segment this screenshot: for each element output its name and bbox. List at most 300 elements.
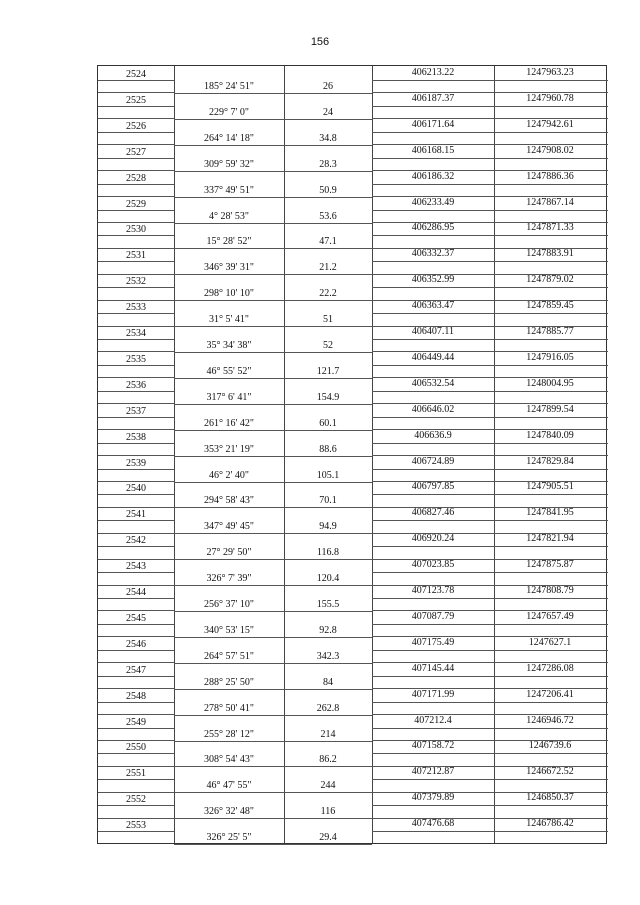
row-divider <box>372 196 608 197</box>
row-divider <box>98 300 174 301</box>
row-divider <box>174 507 372 508</box>
segment-distance: 22.2 <box>319 288 337 300</box>
y-coordinate: 1247841.95 <box>526 507 574 519</box>
row-divider <box>372 274 608 275</box>
segment-distance: 88.6 <box>319 443 337 455</box>
bearing-angle: 35° 34' 38" <box>206 340 252 351</box>
row-divider <box>372 636 608 637</box>
segment-distance: 60.1 <box>319 417 337 429</box>
row-divider <box>372 443 608 444</box>
row-divider <box>98 455 174 456</box>
segment-distance: 51 <box>323 314 333 326</box>
point-id: 2535 <box>126 353 146 365</box>
row-divider <box>98 598 174 599</box>
x-coordinate: 406168.15 <box>411 144 455 156</box>
segment-distance: 84 <box>323 676 333 688</box>
point-id: 2544 <box>126 587 146 598</box>
row-divider <box>98 507 174 508</box>
row-divider <box>98 222 174 223</box>
x-coordinate: 406827.46 <box>411 507 455 519</box>
row-divider <box>98 624 174 625</box>
row-divider <box>372 377 608 378</box>
row-divider <box>98 274 174 275</box>
row-divider <box>98 559 174 560</box>
row-divider <box>174 145 372 146</box>
row-divider <box>174 456 372 457</box>
x-coordinate: 406332.37 <box>411 248 455 260</box>
x-coordinate: 406233.49 <box>411 196 455 208</box>
point-id: 2552 <box>126 794 146 806</box>
row-divider <box>372 624 608 625</box>
point-id: 2531 <box>126 250 146 262</box>
row-divider <box>372 546 608 547</box>
point-id: 2550 <box>126 742 146 754</box>
row-divider <box>98 326 174 327</box>
y-coordinate: 1248004.95 <box>526 377 574 389</box>
x-coordinate: 407087.79 <box>411 610 455 622</box>
x-coordinate: 407476.68 <box>411 818 455 830</box>
row-divider <box>98 533 174 534</box>
y-coordinate: 1247829.84 <box>526 455 574 467</box>
bearing-angle: 46° 2' 40" <box>209 469 249 481</box>
row-divider <box>372 210 608 211</box>
x-coordinate: 407212.4 <box>414 714 452 726</box>
y-coordinate: 1247627.1 <box>528 636 572 648</box>
row-divider <box>98 261 174 262</box>
row-divider <box>372 559 608 560</box>
bearing-angle: 15° 28' 52" <box>206 236 252 248</box>
row-divider <box>372 818 608 819</box>
row-divider <box>372 572 608 573</box>
row-divider <box>98 170 174 171</box>
point-id: 2547 <box>126 664 146 676</box>
y-coordinate: 1247905.51 <box>526 481 574 493</box>
segment-distance: 53.6 <box>319 210 337 222</box>
y-coordinate: 1247875.87 <box>526 559 574 571</box>
x-coordinate: 406407.11 <box>411 326 455 337</box>
x-coordinate: 407158.72 <box>411 740 455 752</box>
row-divider <box>372 662 608 663</box>
row-divider <box>372 92 608 93</box>
row-divider <box>98 702 174 703</box>
row-divider <box>372 326 608 327</box>
row-divider <box>372 287 608 288</box>
y-coordinate: 1246850.37 <box>526 792 574 804</box>
row-divider <box>372 365 608 366</box>
row-divider <box>98 610 174 611</box>
row-divider <box>98 818 174 819</box>
segment-distance: 342.3 <box>316 650 340 662</box>
row-divider <box>174 326 372 327</box>
bearing-angle: 185° 24' 51" <box>204 81 254 92</box>
row-divider <box>372 80 608 81</box>
x-coordinate: 407212.87 <box>411 766 455 778</box>
row-divider <box>174 715 372 716</box>
point-id: 2528 <box>126 172 146 184</box>
row-divider <box>98 443 174 444</box>
row-divider <box>372 507 608 508</box>
row-divider <box>372 831 608 832</box>
row-divider <box>98 339 174 340</box>
segment-distance: 214 <box>320 728 336 740</box>
x-coordinate: 406724.89 <box>411 455 455 467</box>
bearing-angle: 326° 25' 5" <box>206 832 252 844</box>
point-id: 2553 <box>126 820 146 832</box>
x-coordinate: 406286.95 <box>411 222 455 234</box>
bearing-angle: 340° 53' 15" <box>204 624 254 636</box>
row-divider <box>98 662 174 663</box>
segment-distance: 24 <box>323 106 333 118</box>
row-divider <box>174 274 372 275</box>
row-divider <box>98 650 174 651</box>
row-divider <box>372 235 608 236</box>
bearing-angle: 27° 29' 50" <box>206 547 252 559</box>
y-coordinate: 1247871.33 <box>526 222 574 234</box>
row-divider <box>98 779 174 780</box>
segment-distance: 21.2 <box>319 262 337 274</box>
point-id: 2538 <box>126 431 146 443</box>
row-divider <box>98 714 174 715</box>
x-coordinate: 406363.47 <box>411 300 455 312</box>
row-divider <box>372 248 608 249</box>
bearing-angle: 347° 49' 45" <box>204 521 254 533</box>
row-divider <box>98 831 174 832</box>
row-divider <box>372 520 608 521</box>
row-divider <box>372 714 608 715</box>
row-divider <box>174 404 372 405</box>
row-divider <box>372 429 608 430</box>
point-id: 2530 <box>126 224 146 236</box>
y-coordinate: 1247867.14 <box>526 196 574 208</box>
x-coordinate: 406920.24 <box>411 533 455 545</box>
row-divider <box>372 132 608 133</box>
x-coordinate: 406352.99 <box>411 274 455 286</box>
row-divider <box>372 650 608 651</box>
segment-distance: 244 <box>320 780 336 792</box>
row-divider <box>174 663 372 664</box>
page-number: 156 <box>310 36 330 48</box>
row-divider <box>174 766 372 767</box>
row-divider <box>174 741 372 742</box>
x-coordinate: 406186.32 <box>411 170 455 182</box>
y-coordinate: 1247908.02 <box>526 144 574 156</box>
bearing-angle: 308° 54' 43" <box>204 754 254 766</box>
point-id: 2549 <box>126 716 146 728</box>
row-divider <box>174 197 372 198</box>
bearing-angle: 353° 21' 19" <box>204 443 254 455</box>
row-divider <box>98 494 174 495</box>
row-divider <box>98 676 174 677</box>
row-divider <box>372 391 608 392</box>
row-divider <box>372 598 608 599</box>
y-coordinate: 1247942.61 <box>526 118 574 130</box>
row-divider <box>98 313 174 314</box>
segment-distance: 86.2 <box>319 754 337 766</box>
row-divider <box>98 520 174 521</box>
y-coordinate: 1247963.23 <box>526 67 574 78</box>
y-coordinate: 1247879.02 <box>526 274 574 286</box>
row-divider <box>372 222 608 223</box>
segment-distance: 121.7 <box>316 365 340 377</box>
bearing-angle: 229° 7' 0" <box>209 106 249 118</box>
row-divider <box>372 610 608 611</box>
row-divider <box>98 688 174 689</box>
row-divider <box>98 377 174 378</box>
row-divider <box>372 106 608 107</box>
row-divider <box>372 753 608 754</box>
row-divider <box>98 792 174 793</box>
row-divider <box>372 469 608 470</box>
row-divider <box>372 766 608 767</box>
bearing-angle: 278° 50' 41" <box>204 702 254 714</box>
point-id: 2539 <box>126 457 146 469</box>
row-divider <box>372 351 608 352</box>
row-divider <box>174 171 372 172</box>
point-id: 2542 <box>126 535 146 547</box>
row-divider <box>174 223 372 224</box>
y-coordinate: 1247899.54 <box>526 403 574 415</box>
x-coordinate: 406636.9 <box>414 429 452 441</box>
x-coordinate: 406171.64 <box>411 118 455 130</box>
row-divider <box>372 805 608 806</box>
bearing-angle: 337° 49' 51" <box>204 184 254 196</box>
point-id: 2543 <box>126 561 146 573</box>
y-coordinate: 1247286.08 <box>526 662 574 674</box>
row-divider <box>174 637 372 638</box>
point-id: 2532 <box>126 276 146 288</box>
x-coordinate: 407379.89 <box>411 792 455 804</box>
point-id: 2529 <box>126 198 146 210</box>
row-divider <box>174 533 372 534</box>
row-divider <box>98 728 174 729</box>
point-id: 2536 <box>126 379 146 391</box>
row-divider <box>98 210 174 211</box>
point-id: 2546 <box>126 638 146 650</box>
point-id: 2524 <box>126 69 146 80</box>
row-divider <box>98 287 174 288</box>
bearing-angle: 4° 28' 53" <box>209 210 249 222</box>
row-divider <box>174 818 372 819</box>
x-coordinate: 406532.54 <box>411 377 455 389</box>
row-divider <box>372 144 608 145</box>
row-divider <box>174 378 372 379</box>
row-divider <box>174 119 372 120</box>
point-id: 2527 <box>126 146 146 158</box>
point-id: 2525 <box>126 94 146 106</box>
bearing-angle: 288° 25' 50" <box>204 676 254 688</box>
y-coordinate: 1247885.77 <box>526 326 574 337</box>
row-divider <box>98 481 174 482</box>
row-divider <box>98 248 174 249</box>
coordinate-table <box>97 65 607 844</box>
x-coordinate: 407171.99 <box>411 688 455 700</box>
row-divider <box>98 585 174 586</box>
row-divider <box>372 779 608 780</box>
row-divider <box>98 546 174 547</box>
row-divider <box>98 391 174 392</box>
segment-distance: 155.5 <box>316 599 340 610</box>
bearing-angle: 346° 39' 31" <box>204 262 254 274</box>
point-id: 2533 <box>126 302 146 314</box>
row-divider <box>174 844 372 845</box>
y-coordinate: 1247859.45 <box>526 300 574 312</box>
row-divider <box>98 118 174 119</box>
y-coordinate: 1247886.36 <box>526 170 574 182</box>
y-coordinate: 1247916.05 <box>526 351 574 363</box>
row-divider <box>98 766 174 767</box>
row-divider <box>372 740 608 741</box>
point-id: 2541 <box>126 509 146 521</box>
y-coordinate: 1246786.42 <box>526 818 574 830</box>
point-id: 2526 <box>126 120 146 132</box>
point-id: 2534 <box>126 328 146 339</box>
x-coordinate: 406797.85 <box>411 481 455 493</box>
row-divider <box>372 300 608 301</box>
row-divider <box>372 455 608 456</box>
y-coordinate: 1247657.49 <box>526 610 574 622</box>
row-divider <box>372 339 608 340</box>
y-coordinate: 1246946.72 <box>526 714 574 726</box>
row-divider <box>372 417 608 418</box>
row-divider <box>174 93 372 94</box>
bearing-angle: 255° 28' 12" <box>204 728 254 740</box>
row-divider <box>372 676 608 677</box>
row-divider <box>174 300 372 301</box>
row-divider <box>98 158 174 159</box>
segment-distance: 105.1 <box>316 469 340 481</box>
row-divider <box>174 611 372 612</box>
row-divider <box>174 430 372 431</box>
row-divider <box>98 469 174 470</box>
row-divider <box>98 92 174 93</box>
segment-distance: 262.8 <box>316 702 340 714</box>
x-coordinate: 406187.37 <box>411 92 455 104</box>
row-divider <box>98 80 174 81</box>
point-id: 2537 <box>126 405 146 417</box>
row-divider <box>372 170 608 171</box>
row-divider <box>98 365 174 366</box>
segment-distance: 154.9 <box>316 391 340 403</box>
y-coordinate: 1246672.52 <box>526 766 574 778</box>
x-coordinate: 407023.85 <box>411 559 455 571</box>
y-coordinate: 1247808.79 <box>526 585 574 596</box>
row-divider <box>98 417 174 418</box>
segment-distance: 120.4 <box>316 573 340 585</box>
row-divider <box>98 403 174 404</box>
row-divider <box>98 572 174 573</box>
point-id: 2545 <box>126 612 146 624</box>
y-coordinate: 1247206.41 <box>526 688 574 700</box>
bearing-angle: 264° 14' 18" <box>204 132 254 144</box>
row-divider <box>98 636 174 637</box>
bearing-angle: 261° 16' 42" <box>204 417 254 429</box>
x-coordinate: 406213.22 <box>411 67 455 78</box>
row-divider <box>98 740 174 741</box>
row-divider <box>174 585 372 586</box>
row-divider <box>98 132 174 133</box>
row-divider <box>372 494 608 495</box>
row-divider <box>372 184 608 185</box>
segment-distance: 70.1 <box>319 495 337 507</box>
bearing-angle: 309° 59' 32" <box>204 158 254 170</box>
segment-distance: 50.9 <box>319 184 337 196</box>
row-divider <box>372 728 608 729</box>
x-coordinate: 407123.78 <box>411 585 455 596</box>
bearing-angle: 46° 47' 55" <box>206 780 252 792</box>
row-divider <box>372 313 608 314</box>
bearing-angle: 264° 57' 51" <box>204 650 254 662</box>
segment-distance: 116 <box>320 806 336 818</box>
bearing-angle: 294° 58' 43" <box>204 495 254 507</box>
row-divider <box>372 261 608 262</box>
bearing-angle: 326° 32' 48" <box>204 806 254 818</box>
x-coordinate: 406646.02 <box>411 403 455 415</box>
y-coordinate: 1246739.6 <box>528 740 572 752</box>
segment-distance: 116.8 <box>316 547 340 559</box>
row-divider <box>98 429 174 430</box>
row-divider <box>174 482 372 483</box>
bearing-angle: 326° 7' 39" <box>206 573 252 585</box>
row-divider <box>372 688 608 689</box>
segment-distance: 47.1 <box>319 236 337 248</box>
row-divider <box>372 118 608 119</box>
row-divider <box>98 184 174 185</box>
segment-distance: 29.4 <box>319 832 337 844</box>
bearing-angle: 31° 5' 41" <box>209 314 249 326</box>
row-divider <box>98 196 174 197</box>
row-divider <box>372 533 608 534</box>
row-divider <box>372 792 608 793</box>
x-coordinate: 407145.44 <box>411 662 455 674</box>
row-divider <box>372 585 608 586</box>
point-id: 2548 <box>126 690 146 702</box>
segment-distance: 52 <box>323 340 333 351</box>
row-divider <box>174 248 372 249</box>
row-divider <box>174 689 372 690</box>
segment-distance: 34.8 <box>319 132 337 144</box>
bearing-angle: 298° 10' 10" <box>204 288 254 300</box>
y-coordinate: 1247960.78 <box>526 92 574 104</box>
row-divider <box>174 559 372 560</box>
segment-distance: 28.3 <box>319 158 337 170</box>
row-divider <box>98 351 174 352</box>
bearing-angle: 317° 6' 41" <box>206 391 252 403</box>
segment-distance: 94.9 <box>319 521 337 533</box>
segment-distance: 92.8 <box>319 624 337 636</box>
row-divider <box>372 403 608 404</box>
bearing-angle: 46° 55' 52" <box>206 365 252 377</box>
row-divider <box>98 106 174 107</box>
row-divider <box>174 352 372 353</box>
x-coordinate: 407175.49 <box>411 636 455 648</box>
bearing-angle: 256° 37' 10" <box>204 599 254 610</box>
row-divider <box>98 805 174 806</box>
row-divider <box>372 702 608 703</box>
point-id: 2551 <box>126 768 146 780</box>
row-divider <box>98 144 174 145</box>
y-coordinate: 1247821.94 <box>526 533 574 545</box>
row-divider <box>98 753 174 754</box>
x-coordinate: 406449.44 <box>411 351 455 363</box>
row-divider <box>98 235 174 236</box>
point-id: 2540 <box>126 483 146 495</box>
y-coordinate: 1247883.91 <box>526 248 574 260</box>
row-divider <box>372 481 608 482</box>
segment-distance: 26 <box>323 81 333 92</box>
y-coordinate: 1247840.09 <box>526 429 574 441</box>
row-divider <box>372 158 608 159</box>
row-divider <box>174 792 372 793</box>
